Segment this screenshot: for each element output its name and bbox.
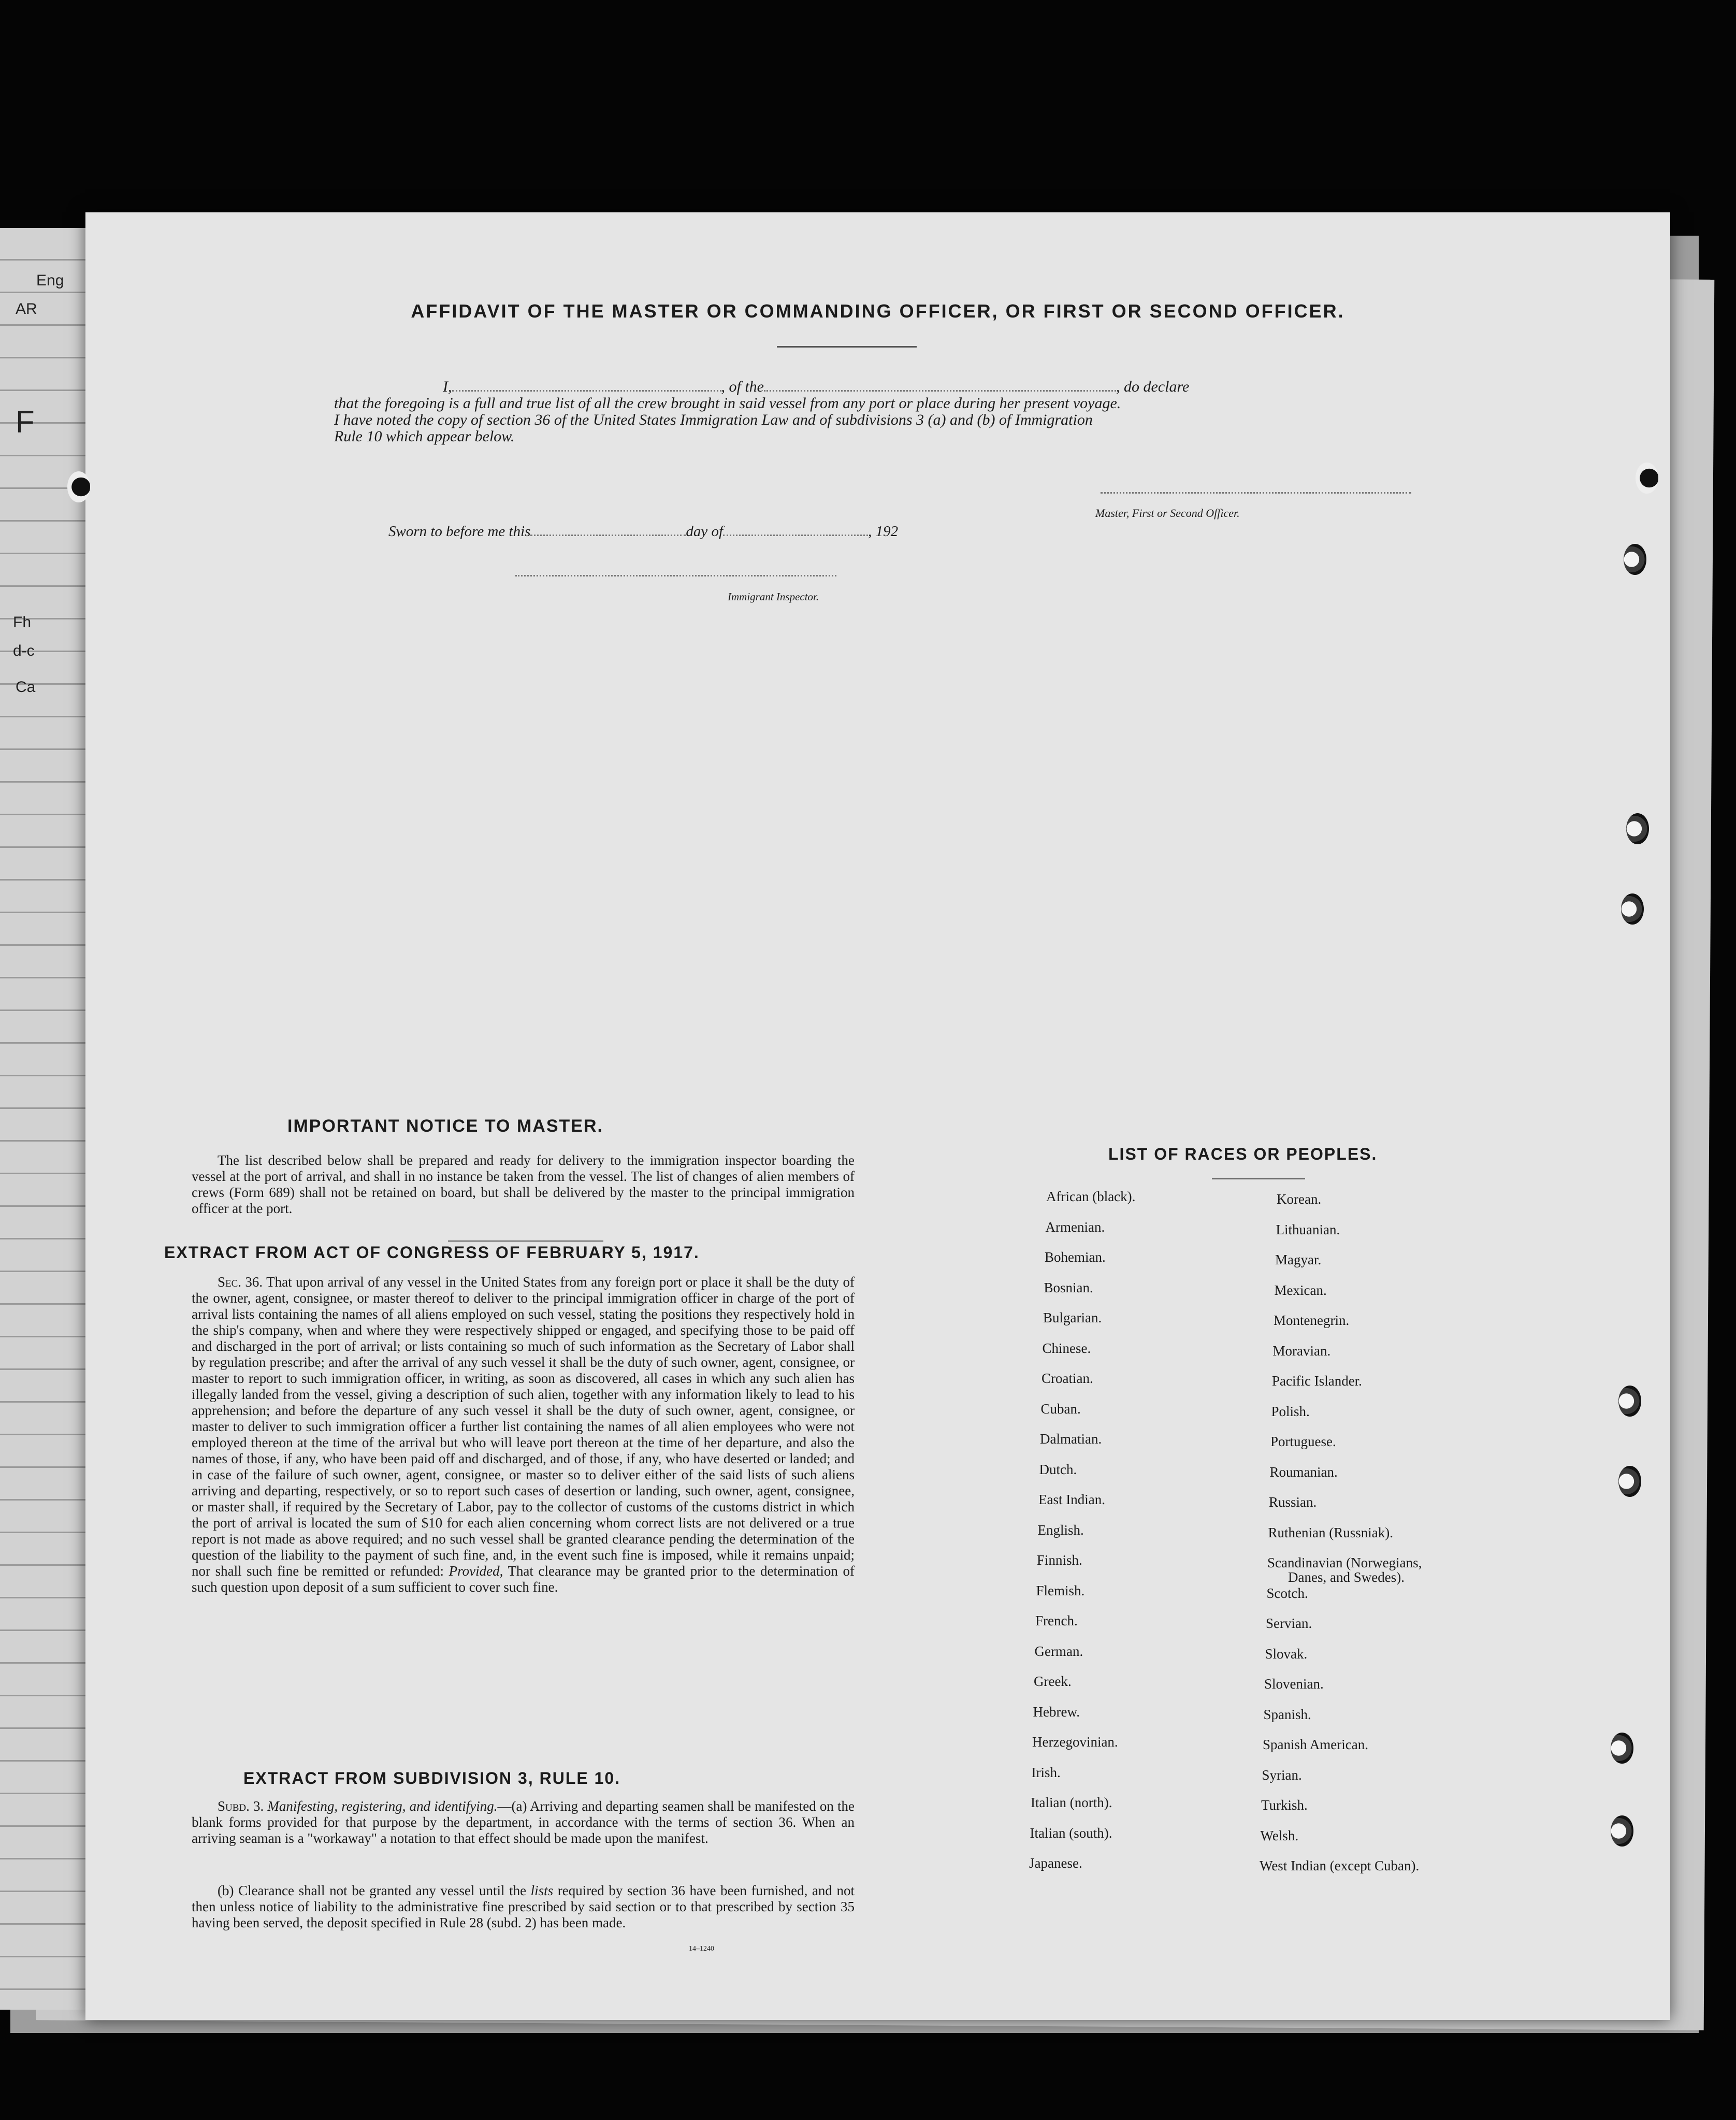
races-rule <box>1212 1178 1305 1179</box>
race-item: Scandinavian (Norwegians, <box>1267 1555 1422 1570</box>
race-item: Flemish. <box>1036 1582 1085 1598</box>
para-a: —(a) Arriving and departing seamen shall be manifested on the blank forms provided for that purpose by the department, in accordance with the terms of section 36. When an arriving seaman is a "workaway" a notation to that effect should be made upon the manifest. <box>192 1798 855 1846</box>
binder-hole <box>1618 1466 1641 1497</box>
sec-body: That upon arrival of any vessel in the United States from any foreign port or place it shall be the duty of the owner, agent, consignee, or master thereof to deliver to the principal immigration officer in charge of the port of arrival lists containing the names of all aliens employed on such vessel, stating the positions they respectively hold in the ship's company, when and where they were respectively shipped or engaged, and specifying those to be paid off and discharged in the port of arrival; or lists containing so much of such information as the Secretary of Labor shall by regulation prescribe; and after the arrival of any such vessel it shall be the duty of such owner, agent, consignee, or master to report to such immigration officer, in writing, as soon as discovered, all cases in which any such alien has illegally landed from the vessel, giving a description of such alien, together with any information likely to lead to his apprehension; and before the departure of any such vessel it shall be the duty of such owner, agent, consignee, or master to deliver to such immigration officer a further list containing the names of all alien employees who were not employed thereon at the time of the arrival but who will leave port thereon at the time of her departure, and also the names of those, if any, who have been paid off and discharged, and of those, if any, who have deserted or landed; and in case of the failure of such owner, agent, consignee, or master so to deliver either of the said lists of such aliens arriving and departing, respectively, or so to report such cases of desertion or landing, such owner, agent, consignee, or master shall, if required by the Secretary of Labor, pay to the collector of customs of the customs district in which the port of arrival is located the sum of $10 for each alien concerning whom correct lists are not delivered or a true report is not made as above required; and no such vessel shall be granted clearance pending the determination of the question of the liability to the payment of such fine, and, in the event such fine is imposed, while it remains unpaid; nor shall such fine be remitted or refunded: <box>192 1274 855 1579</box>
race-item: Finnish. <box>1037 1552 1082 1568</box>
race-item: French. <box>1035 1613 1078 1628</box>
race-item: Moravian. <box>1272 1343 1331 1359</box>
races-title: LIST OF RACES OR PEOPLES. <box>1108 1145 1378 1163</box>
binder-hole <box>1611 1733 1633 1764</box>
form-page <box>85 212 1670 2020</box>
race-item: Italian (north). <box>1031 1795 1112 1810</box>
race-item: Servian. <box>1266 1616 1312 1631</box>
race-item: Welsh. <box>1260 1827 1299 1843</box>
race-item: Slovenian. <box>1264 1676 1324 1692</box>
form-code: 14–1240 <box>689 1945 714 1953</box>
master-caption: Master, First or Second Officer. <box>1095 507 1240 520</box>
race-item: Croatian. <box>1041 1371 1093 1386</box>
race-item: Spanish. <box>1263 1706 1311 1722</box>
provided-word: Provided, <box>449 1563 503 1579</box>
vessel-blank[interactable] <box>764 390 1116 392</box>
binder-hole <box>1636 463 1658 494</box>
day-blank[interactable] <box>530 535 686 536</box>
race-item: Bosnian. <box>1044 1279 1093 1295</box>
stub-mark: Fh <box>13 614 32 631</box>
race-item: Pacific Islander. <box>1272 1373 1362 1389</box>
race-item: Ruthenian (Russniak). <box>1268 1524 1393 1540</box>
race-item: Turkish. <box>1261 1797 1308 1813</box>
month-blank[interactable] <box>723 535 868 536</box>
race-item: Syrian. <box>1262 1767 1302 1783</box>
stub-mark: d-c <box>13 642 35 659</box>
extract-act-title: EXTRACT FROM ACT OF CONGRESS OF FEBRUARY 5, 1917. <box>164 1243 700 1262</box>
race-item: Bulgarian. <box>1043 1310 1102 1325</box>
race-item: Dutch. <box>1039 1461 1077 1477</box>
notice-title: IMPORTANT NOTICE TO MASTER. <box>287 1116 603 1136</box>
stub-mark: Ca <box>16 679 36 696</box>
notice-text: The list described below shall be prepared and ready for delivery to the immigration inspector boarding the vessel at the port of arrival, and shall in no instance be taken from the vessel. The list of changes of alien members of crews (Form 689) shall not be retained on board, but shall be delivered by the master to the principal immigration officer at the port. <box>192 1152 855 1216</box>
race-item: Danes, and Swedes). <box>1288 1569 1405 1585</box>
declare-label: , do declare <box>1116 378 1190 395</box>
year-label: , 192 <box>868 523 899 540</box>
day-of-label: day of <box>686 523 724 540</box>
race-item: German. <box>1034 1643 1083 1659</box>
stub-mark: F <box>16 405 35 439</box>
sworn-label: Sworn to before me this <box>388 523 531 540</box>
para-b-lists: lists <box>530 1883 554 1898</box>
race-item: Mexican. <box>1274 1282 1327 1298</box>
extract-rule-title: EXTRACT FROM SUBDIVISION 3, RULE 10. <box>243 1769 621 1787</box>
sec-label: Sec. 36. <box>218 1274 263 1290</box>
para-b-body: required by section 36 have been furnished, and not then unless notice of liability to the administrative fine prescribed by said section or to that prescribed by section 35 having been served, the deposit specified in Rule 28 (subd. 2) has been made. <box>192 1883 855 1930</box>
race-item: Russian. <box>1269 1494 1317 1510</box>
race-item: African (black). <box>1046 1189 1136 1204</box>
race-item: Bohemian. <box>1045 1249 1106 1265</box>
race-item: English. <box>1037 1522 1084 1538</box>
race-item: Italian (south). <box>1030 1825 1112 1841</box>
master-signature-line[interactable] <box>1101 492 1411 494</box>
subdivision-3-text <box>192 1798 855 1847</box>
inspector-signature-line[interactable] <box>515 575 836 576</box>
race-item: East Indian. <box>1038 1492 1105 1507</box>
sworn-line <box>388 523 898 540</box>
affidavit-line-2: that the foregoing is a full and true list of all the crew brought in said vessel from any port or place during her present voyage. <box>334 395 1121 412</box>
para-b-prefix: (b) Clearance shall not be granted any vessel until the <box>218 1883 527 1898</box>
race-item: Greek. <box>1034 1674 1072 1689</box>
i-label: I, <box>443 378 452 395</box>
binder-hole <box>1621 893 1644 925</box>
paragraph-b <box>192 1883 855 1931</box>
affidavit-line-1 <box>334 378 1189 396</box>
race-item: Hebrew. <box>1033 1704 1080 1720</box>
race-item: Dalmatian. <box>1040 1431 1102 1447</box>
race-item: Armenian. <box>1045 1219 1105 1235</box>
race-item: Portuguese. <box>1270 1434 1336 1449</box>
of-the-label: , of the <box>721 378 764 395</box>
race-item: Korean. <box>1277 1191 1322 1207</box>
binder-hole <box>1626 813 1649 844</box>
race-item: Slovak. <box>1265 1646 1308 1662</box>
affidavit-line-4: Rule 10 which appear below. <box>334 428 515 445</box>
subd-heading: Manifesting, registering, and identifying. <box>267 1798 498 1814</box>
sec-body-end: That clearance may be granted prior to the determination of such question upon deposit of a sum sufficient to cover such fine. <box>192 1563 855 1595</box>
race-item: Roumanian. <box>1269 1464 1338 1480</box>
race-item: Montenegrin. <box>1274 1313 1350 1328</box>
race-item: West Indian (except Cuban). <box>1260 1858 1420 1873</box>
stub-mark: Eng <box>36 272 64 289</box>
race-item: Magyar. <box>1275 1252 1322 1267</box>
race-item: Irish. <box>1031 1764 1061 1780</box>
title-rule <box>777 346 917 348</box>
race-item: Lithuanian. <box>1276 1221 1340 1237</box>
binder-hole <box>1624 544 1646 575</box>
affidavit-title: AFFIDAVIT OF THE MASTER OR COMMANDING OFFICER, OR FIRST OR SECOND OFFICER. <box>411 300 1345 322</box>
section-36-text <box>192 1274 855 1595</box>
race-item: Cuban. <box>1040 1401 1081 1417</box>
binder-hole <box>1611 1815 1633 1847</box>
affidavit-line-3: I have noted the copy of section 36 of the United States Immigration Law and of subdivisions 3 (a) and (b) of Immigration <box>334 411 1093 428</box>
subd-label: Subd. 3. <box>218 1798 264 1814</box>
section-rule <box>448 1241 603 1242</box>
binder-hole <box>1618 1386 1641 1417</box>
race-item: Herzegovinian. <box>1032 1734 1118 1750</box>
race-item: Spanish American. <box>1263 1737 1368 1752</box>
stub-mark: AR <box>16 300 37 318</box>
race-item: Japanese. <box>1029 1855 1082 1871</box>
binder-hole <box>67 471 90 502</box>
race-item: Chinese. <box>1042 1340 1091 1356</box>
race-item: Scotch. <box>1266 1585 1308 1601</box>
inspector-caption: Immigrant Inspector. <box>728 590 819 603</box>
name-blank[interactable] <box>452 390 721 392</box>
race-item: Polish. <box>1271 1403 1310 1419</box>
